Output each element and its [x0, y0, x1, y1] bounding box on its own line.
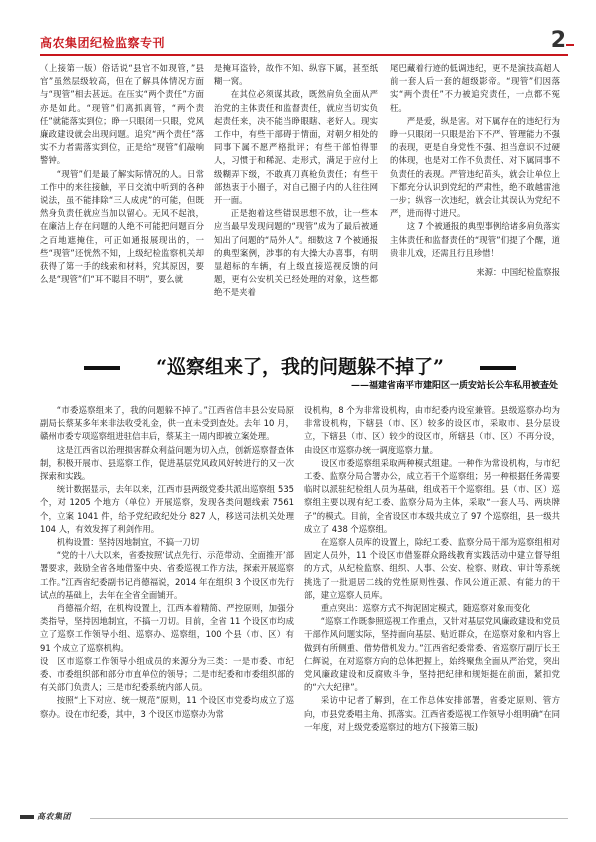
paragraph: “现管”们是最了解实际情况的人。日常工作中的来往接触，平日交流中听到的各种说法，虽不能排除“三人成虎”的可能，但既然身负责任就应当加以留心。无风不起浪，在廉洁上存在问题的人绝不可能把问题百分之百地遮掩住，可正如通报展现出的，一些“现管”还恍然不知，上级纪检监察机关却获得了第一手的线索和材料，究其原因，要么是“现管”们“耳不聪目不明”，要么就: [40, 168, 204, 285]
paragraph: 统计数据显示，去年以来，江西市县两级党委共派出巡察组 535 个，对 1205 个地方（单位）开展巡察，发现各类问题线索 7561 个，立案 1041 件，给予党纪政纪处分 827 人，移送司法机关处理 104 人，有效发挥了利剑作用。: [40, 484, 294, 534]
paragraph: 尾巴藏着行迹的低调违纪，更不是演技高超人前一套人后一套的超级影帝。“现管”们因落实“两个责任”不力被追究责任，一点都不冤枉。: [390, 63, 560, 113]
paragraph: 设机构，8 个为非常设机构，由市纪委内设室兼管。县级巡察办均为非常设机构，下辖县（市、区）较多的设区市，采取市、县分层设立，下辖县（市、区）较少的设区市，所辖县（市、区）不再分设，由设区市巡察办统一调度巡察力量。: [304, 405, 560, 455]
paragraph: 采访中记者了解到，在工作总体安排部署，省委定原则、管方向，市县党委唱主角、抓落实。江西省委巡视工作领导小组明确“在同一年度，对上级党委巡察过的地方(下接第三版): [304, 695, 560, 732]
paragraph: （上接第一版）俗话说“县官不如现管，”县官”虽然层级较高，但在了解具体情况方面与“现管”相去甚远。在压实“两个责任”方面亦是如此。“现管”们离抓离管，“两个责任”就能落实到位；睁一只眼闭一只眼，党风廉政建设就会出现问题。追究“两个责任”落实不力者需落实到位，正是给“现管”们敲响警钟。: [40, 63, 204, 166]
article-column-right: [304, 404, 560, 800]
paragraph: 严是爱，纵是害。对下属存在的违纪行为睁一只眼闭一只眼是治下不严、管理能力不强的表现，更是自身党性不强、担当意识不过硬的体现，也是对工作不负责任、对下属同事不负责任的表现。严管违纪苗头，就会让单位上下都充分认识到党纪的严肃性，绝不敢越雷池一步；纵容一次违纪，就会让其误认为党纪不严，进而得寸进尺。: [390, 115, 560, 219]
footer-logo-text: 高农集团: [37, 812, 71, 821]
source-credit: 来源：中国纪检监察报: [476, 267, 560, 278]
paragraph: 正是抱着这些错误思想不放，让一些本应当最早发现问题的“现管”成为了最后被通知出了问题的“局外人”。细数这 7 个被通报的典型案例，涉事的有大操大办喜事，有明显超标的车辆，有上级直接巡视反馈的问题，更有公安机关已经处理的对象，这些都绝不是夹着: [214, 208, 378, 298]
article-heading: [40, 350, 560, 396]
article-subtitle: ——福建省南平市建阳区一质安站长公车私用被查处: [350, 381, 558, 391]
article-column-left: [40, 404, 294, 800]
paragraph: 这是江西省以治理损害群众利益问题为切入点，创新巡察督查体制，积极开展市、县巡察工作，促进基层党风政风好转进行的又一次探索和实践。: [40, 444, 294, 482]
paragraph: “巡察工作既参照巡视工作重点，又针对基层党风廉政建设和党员干部作风问题实际，坚持面向基层、贴近群众，在巡察对象和内容上做到有所侧重、借势借机发力。”江西省纪委常委、省巡察厅副厅长王仁辉说，在对巡察方向的总体把握上，始终聚焦全面从严治党，突出党风廉政建设和反腐败斗争，坚持把纪律和规矩挺在前面，紧扣党的“六大纪律”。: [304, 616, 560, 693]
paragraph: 设区市委巡察组采取两种模式组建。一种作为常设机构，与市纪工委、监察分局合署办公，成立若干个巡察组；另一种根据任务需要临时以派驻纪检组人员为基础，组成若干个巡察组。县（市、区）巡察组主要以现有纪工委、监察分局为主体，采取“一套人马、两块牌子”的模式。目前，全省设区市本级共成立了 97 个巡察组，县一级共成立了 438 个巡察组。: [304, 457, 560, 534]
footer-logo: [20, 810, 84, 826]
logo-mark-icon: [20, 815, 34, 819]
paragraph: 在其位必须谋其政，既然肩负全面从严治党的主体责任和监督责任，就应当切实负起责任来，决不能当睁眼瞎、老好人。现实工作中，有些干部碍于情面，对朝夕相处的同事下属不愿严格批评；有些干部怕得罪人，习惯于和稀泥、走形式，满足于应付上级糊弄下级，不敢真刀真枪负责任；有些干部热衷于小圈子，对自己圈子内的人往往网开一面。: [214, 89, 378, 206]
publication-title: 高农集团纪检监察专刊: [40, 36, 166, 50]
paragraph: “党的十八大以来，省委按照‘试点先行、示范带动、全面推开’部署要求，鼓励全省各地借鉴中央、省委巡视工作方法，探索开展巡察工作。”江西省纪委副书记肖德福说，2014 年在组织 3 个设区市先行试点的基础上，去年在全省全面铺开。: [40, 550, 294, 600]
header-accent-dash: [566, 44, 574, 46]
paragraph: 设 区市巡察工作领导小组成员的来源分为三类：一是市委、市纪委、市委组织部和部分市直单位的领导；二是市纪委和市委组织部的有关部门负责人；三是市纪委系统内部人员。: [40, 655, 294, 693]
paragraph: “市委巡察组来了，我的问题躲不掉了。”江西省信丰县公安局原副局长蔡某多年来非法收受礼金，供一直未受到查处。去年 10 月，赣州市委专项巡察组进驻信丰后，蔡某主一周内即被立案处理。: [40, 405, 294, 442]
page-number: 2: [550, 28, 566, 53]
footer-rule: [90, 818, 568, 819]
header-rule: [40, 54, 568, 56]
section-heading: 机构设置：坚持因地制宜，不搞一刀切: [56, 537, 200, 548]
paragraph: 在巡察人员库的设置上，除纪工委、监察分局干部为巡察组相对固定人员外，11 个设区市借鉴群众路线教育实践活动中建立督导组的方式，从纪检监察、组织、人事、公安、检察、财政、审计等系统挑选了一批退居二线的党性原则性强、作风公道正派、有能力的干部，建立巡察人员库。: [304, 537, 560, 600]
paragraph: 这 7 个被通报的典型事例给诸多肩负落实主体责任和监督责任的“现管”们提了个醒，道贵非儿戏，还需且行且珍惜！: [390, 221, 560, 258]
top-column-1: [40, 62, 204, 348]
top-column-3: [390, 62, 560, 348]
title-bar-right: [480, 366, 516, 370]
paragraph: 按照“上下对应、统一规范”原则，11 个设区市党委均成立了巡察办。设在市纪委，其中，3 个设区市巡察办为常: [40, 695, 294, 719]
paragraph: 是掩耳盗铃，故作不知、纵容下属，甚至纸糊一窝。: [214, 63, 378, 87]
section-heading: 重点突出：巡察方式不拘泥固定模式，随巡察对象而变化: [320, 603, 531, 614]
top-column-2: [214, 62, 378, 348]
paragraph: 肖德福介绍，在机构设置上，江西本着精简、严控原则，加强分类指导，坚持因地制宜，不搞一刀切。目前，全省 11 个设区市均成立了巡察工作领导小组、巡察办、巡察组，100 个县（市、区）有 91 个成立了巡察机构。: [40, 603, 294, 653]
article-title: “巡察组来了，我的问题躲不掉了”: [156, 356, 444, 378]
